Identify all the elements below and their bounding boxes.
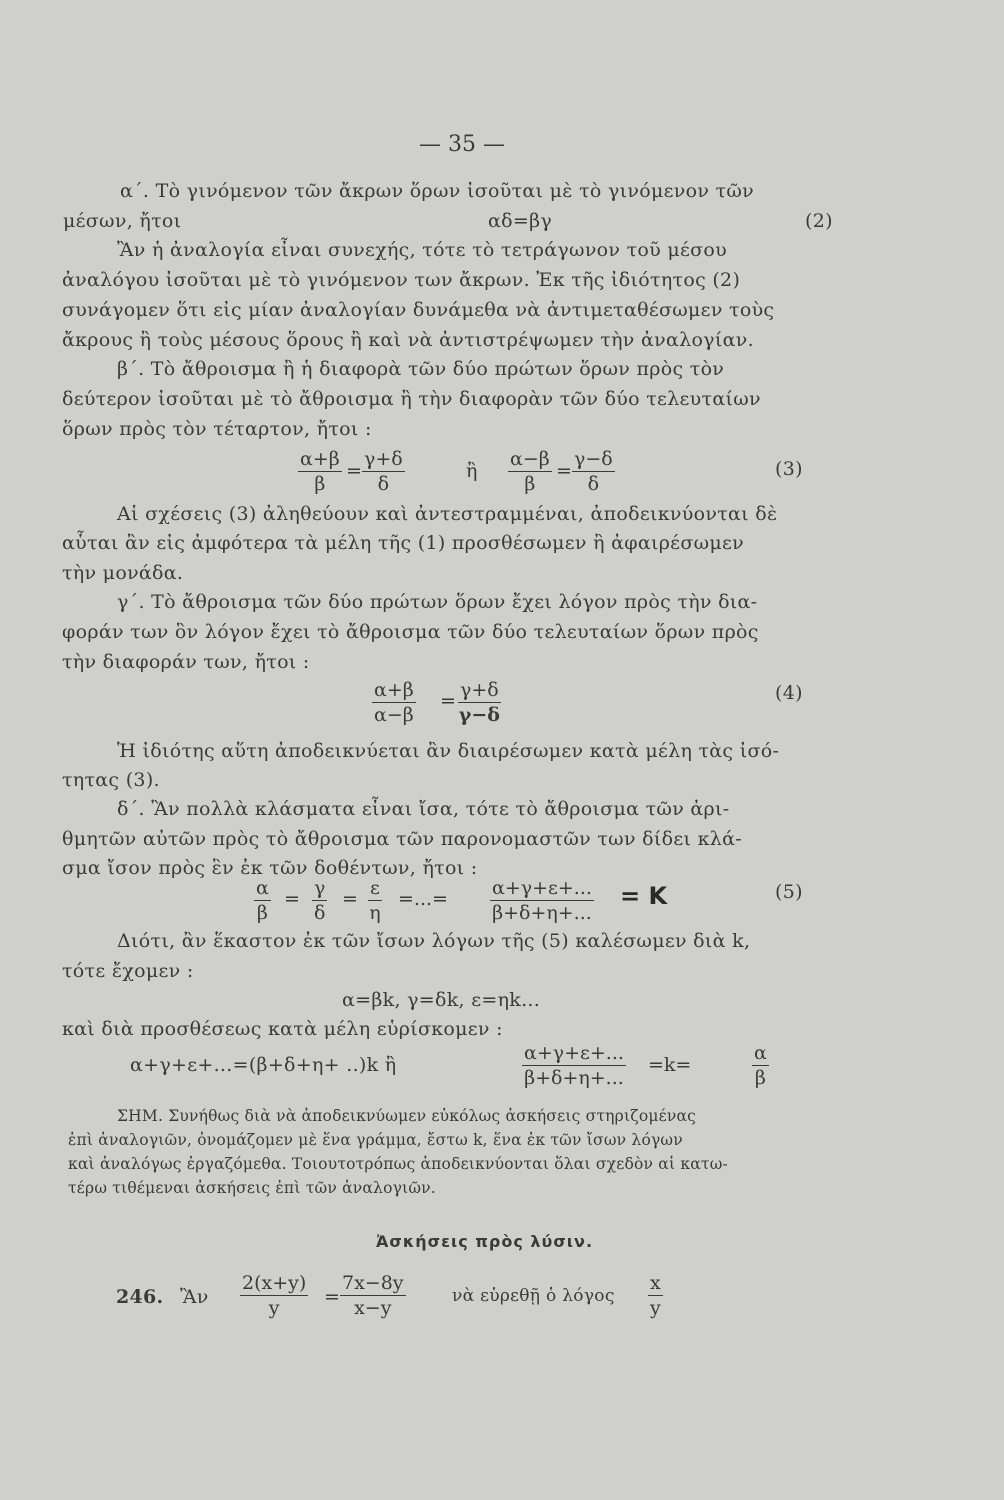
text-line: ἄκρους ἢ τοὺς μέσους ὅρους ἢ καὶ νὰ ἀντιστρέψωμεν τὴν ἀναλογίαν. [62, 329, 754, 351]
text-line-content: α΄. Τὸ γινόμενον τῶν ἄκρων ὅρων ἰσοῦται μὲ τὸ γινόμενον τῶν [120, 180, 755, 202]
note-line: καὶ ἀναλόγως ἐργαζόμεθα. Τοιουτοτρόπως ἀποδεικνύονται ὅλαι σχεδὸν αἱ κατω- [68, 1155, 728, 1173]
fraction: γ δ [313, 877, 326, 924]
text-line: γ΄. Τὸ ἄθροισμα τῶν δύο πρώτων ὅρων ἔχει λόγον πρὸς τὴν δια- [117, 591, 758, 613]
equation-label: (5) [775, 881, 803, 903]
equation-label: (3) [775, 458, 803, 480]
equation-label: (4) [775, 682, 803, 704]
fraction: x y [649, 1272, 661, 1319]
text-line: τότε ἔχομεν : [62, 960, 194, 982]
text-line: Ἡ ἰδιότης αὕτη ἀποδεικνύεται ἂν διαιρέσωμεν κατὰ μέλη τὰς ἰσό- [117, 740, 780, 762]
fraction: γ−δ δ [574, 448, 613, 495]
text-line: σμα ἴσον πρὸς ἓν ἐκ τῶν δοθέντων, ἤτοι : [62, 857, 478, 879]
equals-sign: = [324, 1286, 340, 1308]
fraction: α β [256, 877, 269, 924]
fraction: α+γ+ε+... β+δ+η+... [492, 877, 592, 924]
text-line: συνάγομεν ὅτι εἰς μίαν ἀναλογίαν δυνάμεθα νὰ ἀντιμεταθέσωμεν τοὺς [62, 299, 775, 321]
text-line: θμητῶν αὐτῶν πρὸς τὸ ἄθροισμα τῶν παρονομαστῶν των δίδει κλά- [62, 828, 742, 850]
fraction: α+β β [300, 448, 340, 495]
equation-inline: αδ=βγ [488, 210, 553, 232]
fraction: α+γ+ε+... β+δ+η+... [524, 1042, 624, 1089]
fraction: 7x−8y x−y [342, 1272, 404, 1319]
text-line: Αἱ σχέσεις (3) ἀληθεύουν καὶ ἀντεστραμμέναι, ἀποδεικνύονται δὲ [117, 503, 778, 525]
section-heading: Ἀσκήσεις πρὸς λύσιν. [376, 1232, 594, 1251]
note-line: τέρω τιθέμεναι ἀσκήσεις ἐπὶ τῶν ἀναλογιῶν. [68, 1179, 436, 1197]
exercise-number: 246. [116, 1286, 164, 1308]
note-line: ἐπὶ ἀναλογιῶν, ὀνομάζομεν μὲ ἕνα γράμμα, ἔστω k, ἕνα ἐκ τῶν ἴσων λόγων [68, 1131, 683, 1149]
or-word: ἢ [466, 460, 478, 482]
fraction: α β [754, 1042, 767, 1089]
text-line: Ἂν ἡ ἀναλογία εἶναι συνεχής, τότε τὸ τετράγωνον τοῦ μέσου [117, 239, 727, 261]
exercise-text: νὰ εὑρεθῇ ὁ λόγος [452, 1286, 615, 1306]
fraction: γ+δ δ [364, 448, 403, 495]
text-line: τὴν μονάδα. [62, 562, 184, 584]
note-line: ΣΗΜ. Συνήθως διὰ νὰ ἀποδεικνύωμεν εὐκόλως ἀσκήσεις στηριζομένας [117, 1107, 697, 1125]
text-line: ἀναλόγου ἰσοῦται μὲ τὸ γινόμενον των ἄκρων. Ἐκ τῆς ἰδιότητος (2) [62, 269, 741, 291]
equals-sign: = [284, 888, 300, 910]
text-line: Διότι, ἂν ἕκαστον ἐκ τῶν ἴσων λόγων τῆς (5) καλέσωμεν διὰ k, [117, 930, 751, 952]
text-line: καὶ διὰ προσθέσεως κατὰ μέλη εὑρίσκομεν : [62, 1018, 503, 1040]
text-line: μέσων, ἤτοι [63, 210, 182, 232]
exercise-text: Ἂν [180, 1286, 209, 1308]
handwritten-k: = K [620, 882, 668, 910]
text-line: β΄. Τὸ ἄθροισμα ἢ ἡ διαφορὰ τῶν δύο πρώτων ὅρων πρὸς τὸν [117, 358, 725, 380]
equation-inline: α=βk, γ=δk, ε=ηk... [342, 989, 541, 1011]
text-line: ὅρων πρὸς τὸν τέταρτον, ἤτοι : [62, 418, 372, 440]
text-line: τὴν διαφοράν των, ἤτοι : [62, 651, 310, 673]
ellipsis-equals: =...= [398, 888, 448, 910]
equation-label: (2) [805, 210, 833, 232]
equals-sign: = [556, 460, 572, 482]
text-line [120, 180, 839, 202]
text-line: δεύτερον ἰσοῦται μὲ τὸ ἄθροισμα ἢ τὴν διαφορὰν τῶν δύο τελευταίων [62, 388, 761, 410]
fraction: ε η [369, 877, 381, 924]
equals-sign: = [440, 690, 456, 712]
text-line: αὗται ἂν εἰς ἀμφότερα τὰ μέλη τῆς (1) προσθέσωμεν ἢ ἀφαιρέσωμεν [62, 532, 745, 554]
equals-sign: = [342, 888, 358, 910]
fraction: α+β α−β [374, 679, 414, 726]
equation-inline: α+γ+ε+...=(β+δ+η+ ..)k ἢ [130, 1054, 397, 1076]
page-number: — 35 — [419, 132, 505, 157]
fraction: γ+δ γ−δ [458, 679, 500, 726]
fraction: α−β β [510, 448, 550, 495]
equals-k: =k= [648, 1054, 692, 1076]
fraction: 2(x+y) y [242, 1272, 307, 1319]
text-line: δ΄. Ἂν πολλὰ κλάσματα εἶναι ἴσα, τότε τὸ ἄθροισμα τῶν ἀρι- [117, 798, 730, 820]
text-line: τητας (3). [62, 769, 160, 791]
equals-sign: = [346, 460, 362, 482]
text-line: φοράν των ὃν λόγον ἔχει τὸ ἄθροισμα τῶν δύο τελευταίων ὅρων πρὸς [62, 621, 759, 643]
